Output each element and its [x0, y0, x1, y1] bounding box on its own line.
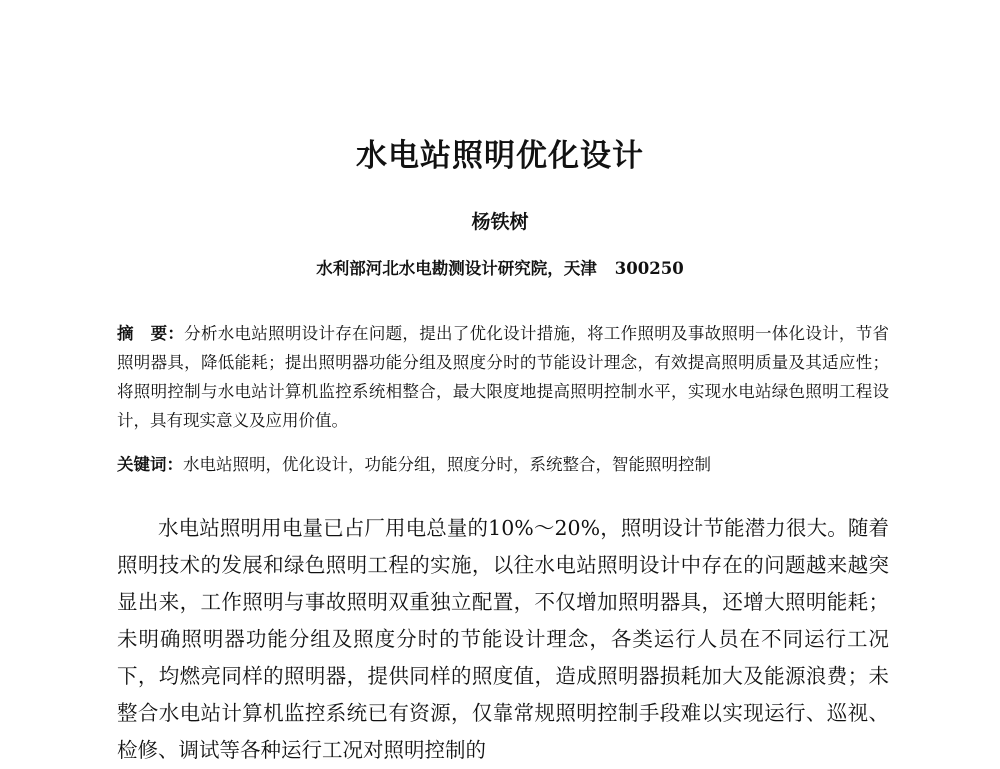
author-affiliation — [0, 256, 1000, 282]
body-paragraph: 水电站照明用电量已占厂用电总量的10%～20%，照明设计节能潜力很大。随着照明技术的发展和绿色照明工程的实施，以往水电站照明设计中存在的问题越来越突显出来，工作照明与事故照明双重独立配置，不仅增加照明器具，还增大照明能耗；未明确照明器功能分组及照度分时的节能设计理念，各类运行人员在不同运行工况下，均燃亮同样的照明器，提供同样的照度值，造成照明器损耗加大及能源浪费；未整合水电站计算机监控系统已有资源，仅靠常规照明控制手段难以实现运行、巡视、检修、调试等各种运行工况对照明控制的 — [117, 516, 889, 762]
abstract-label: 摘 要： — [117, 324, 185, 343]
keywords-block — [117, 450, 889, 479]
abstract-block — [117, 319, 889, 435]
paper-title: 水电站照明优化设计 — [356, 138, 644, 174]
keywords-label: 关键词： — [117, 455, 183, 474]
postal-code: 300250 — [614, 259, 684, 278]
author-name: 杨铁树 — [471, 211, 529, 233]
affiliation-text: 水利部河北水电勘测设计研究院，天津 — [316, 259, 597, 278]
abstract-text: 分析水电站照明设计存在问题，提出了优化设计措施，将工作照明及事故照明一体化设计，节省照明器具，降低能耗；提出照明器功能分组及照度分时的节能设计理念，有效提高照明质量及其适应性；将照明控制与水电站计算机监控系统相整合，最大限度地提高照明控制水平，实现水电站绿色照明工程设计，具有现实意义及应用价值。 — [117, 324, 890, 430]
keywords-text: 水电站照明，优化设计，功能分组，照度分时，系统整合，智能照明控制 — [183, 455, 711, 474]
